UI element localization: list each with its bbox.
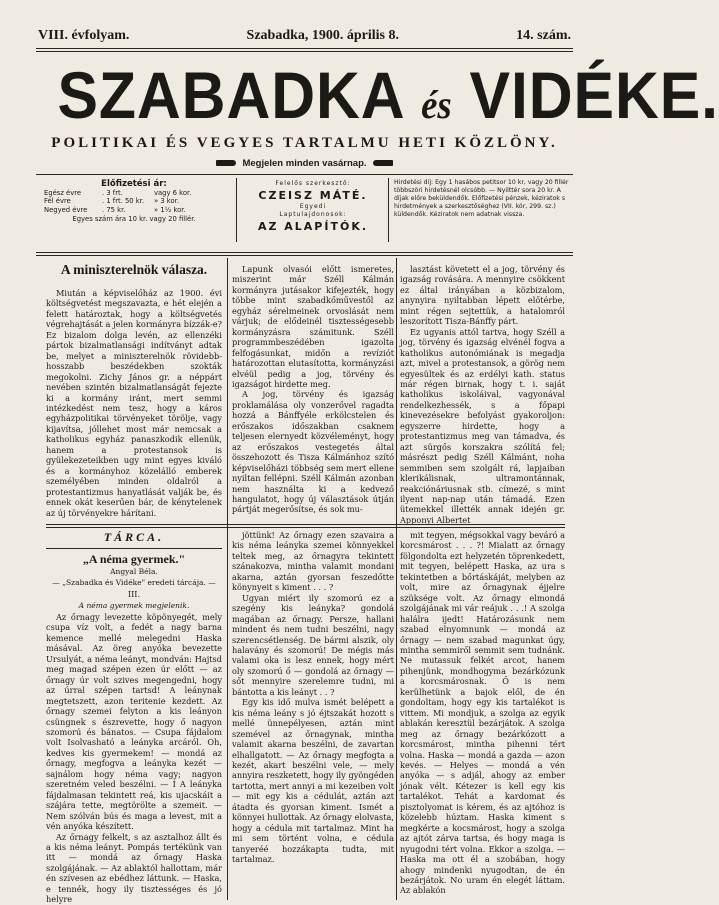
advertising-terms: Hirdetési díj: Egy 1 hasábos petitsor 10 kr, vagy 20 fillér többszöri hirdetésnél olcsóbb. — Nyilttér sora 20 kr. A díjak előre beküldendők. Előfizetési pénzek, kéziratok s hirdetmények a szerkesztőséghez (VII. kör, 299. sz.) küldendők. Kéziratok nem adatnak vissza. <box>394 179 569 218</box>
newspaper-subtitle: POLITIKAI ÉS VEGYES TARTALMU HETI KÖZLÖNY. <box>51 135 558 151</box>
publication-frequency <box>36 158 573 169</box>
paragraph: lasztást követett el a jog, törvény és igazság rovására. A mennyire csökkent ez által irányában a közbizalom, anynyira nyiltabban lépett előtérbe, mint régen sejtettük, a hatalomról leszorított Tisza-Bánffy párt. <box>400 264 565 327</box>
feuilleton-title: „A néma gyermek." <box>82 552 186 566</box>
paragraph: Ez ugyanis attól tartva, hogy Széll a jog, törvény és igazság elvénél fogva a katholikus autonómiának is megadja azt, mivel a protestansok, a görög nem egyesültek és az erdélyi kath. status már régen birnak, hogy t. i. saját katholikus iskoláival, vagyonával rendelkezhessék, s a főpapi kinevezésekre befolyást gyakoroljon: egyszerre hirdette, hogy a protestantizmus meg van támadva, és azt sürgős korszakra szólítá fel; másrészt pedig Széll Kálmánt, noha semmiben sem szolgált rá, lapjaiban klerikálisnak, ultramontánnak, reakciónáriusnak stb. címezé, s mint ilyent nap-nap után támadá. Ezen ütemekkel illették annak idején gr. Apponyi Albertet <box>400 326 565 525</box>
masthead-topline <box>38 28 571 44</box>
subscription-row: Egész évre . 3 frt. vagy 6 kor. <box>44 188 192 197</box>
issue-number: 14. szám. <box>516 28 571 43</box>
article-column-3 <box>400 264 565 525</box>
pointing-hand-icon <box>373 160 393 166</box>
subscription-row: Negyed évre . 75 kr. » 1½ kor. <box>44 205 186 214</box>
editor-role: Felelős szerkesztő: <box>275 180 351 187</box>
title-mid: és <box>421 82 452 127</box>
feuilleton-chapter: A néma gyermek megjelenik. <box>78 601 190 610</box>
article-column-2 <box>232 264 394 520</box>
column-divider <box>227 258 228 900</box>
feuilleton-author: Angyal Béla. <box>110 567 158 576</box>
weekly-text: Megjelen minden vasárnap. <box>242 158 367 169</box>
paragraph: A jog, törvény és igazság proklamálása oly vonzerővel ragadta hozzá a Bánffyéle erkölcstelen és erőszakos időszakban csaknem teljesen elernyedt közvéleményt, hogy az erőszakos vestegetés által összehozott és Tisza Kálmánhoz szító képviselőházi többség sem mert ellene nyiltan fellépni. Széll Kálmán azonban nem használta ki a kedvező hangulatot, hogy új választások útján pártját megerősítse, és sok mu- <box>232 389 394 515</box>
subscription-heading: Előfizetési ár: <box>101 179 167 189</box>
paragraph: Egy kis idő mulva ismét belépett a kis néma leány s jó éjtszakát hozott s mellé ünnepélyesen, aztán mint szemével az őrnagynak, mintha valamit akarna beszélni, de zavartan elhallgatott. — Az őrnagy megfogta a kezét, akart beszélni vele, — mely annyira reszketett, hogy ily gyöngéden tartotta, mert annyi a mi kezeiben volt — mit egy kis a cédulát, aztán azt átadta és gyorsan kiment. Ismét a könnyei hullottak. Az őrnagy elolvasta, hogy a cédula mit tartalmaz. Mint ha mi sem történt volna, e cédula tanyeréé hozzákapta tudta, mit tartalmaz. <box>232 697 394 865</box>
section-divider <box>46 527 565 528</box>
feuilleton-part: III. <box>127 590 141 599</box>
volume-label: VIII. évfolyam. <box>38 28 130 43</box>
divider <box>36 255 573 256</box>
paragraph: Miután a képviselőház az 1900. évi költségvetést megszavazta, e hét elején a felett határoztak, hogy a költségvetés végrehajtását a jelen kormányra bízzák-e? Ez bizalom dolga levén, az ellenzéki pártok bizalmatlansági indítványt adtak be, melyet a miniszterelnök rövidebb-hosszabb beszédekben szokták megokolni. Zichy János gr. a néppárt nevében szintén bizalmatlanságát fejezte ki a kormány iránt, mert semmi intézkedést nem tesz, hogy a káros egyházpolitikai törvényeket törölje, vagy kijavítsa, jóllehet most már nemcsak a katholikus egyház panaszkodik ellenük, hanem a protestansok is gyülekezeteikben ugy mint egyes kiváló és a kormányhoz közelálló emberek személyében minden oldalról a protestantizmus hanyatlását valják be, és ennek okát keserűen bár, de kénytelenek az új törvényekre hárítani. <box>46 288 222 518</box>
feuilleton-column-2 <box>232 530 394 900</box>
owners-label: Laptulajdonosok: <box>279 211 347 219</box>
divider <box>36 48 573 49</box>
divider <box>46 548 222 549</box>
title-right: VIDÉKE. <box>469 58 719 132</box>
section-divider <box>46 524 565 525</box>
newspaper-title <box>57 58 719 138</box>
subscription-box <box>44 180 224 224</box>
paragraph: Az őrnagy felkelt, s az asztalhoz állt és a kis néma leányt. Pompás tertékünk van itt — mondá az őrnagy Haska szolgájának. — Az ablaktól hallottam, már én szívesen az ebédhez láttunk. — Haska, e tennék, hogy ily tisztességes és jó helyre <box>46 831 222 905</box>
column-divider <box>396 258 397 900</box>
article-headline: A miniszterelnök válasza. <box>60 262 208 277</box>
place-date: Szabadka, 1900. április 8. <box>246 28 400 43</box>
pointing-hand-icon <box>216 160 236 166</box>
editor-box <box>244 180 382 234</box>
feuilleton-column-3 <box>400 530 565 900</box>
editor-name: CZEISZ MÁTÉ. <box>258 188 368 202</box>
paragraph: Ugyan miért ily szomorú ez a szegény kis leányka? gondolá magában az őrnagy. Persze, hallani mindent és nem tudni beszélni, nagy szerencsétlenség. De bármi alszik, oly halavány és szomorú! De mégis más valami oka is lesz ennek, hogy mért oly szomorú ő — gondolá az őrnagy — sőt mennyire szerelemre tudni, mi bántotta a kis leányt . . ? <box>232 592 394 697</box>
single-copy-price: Egyes szám ára 10 kr. vagy 20 fillér. <box>72 215 196 224</box>
feuilleton-heading: TÁRCA. <box>103 530 165 544</box>
paragraph: Lapunk olvasói előtt ismeretes, miszerint már Széll Kálmán kormányra jutásakor kifejezték, hogy többe mint szabadkőművestől az egyház sérelmeinek orvoslását nem várjuk; de elődeinél tisztességesebb kormányzásra számitunk. Széll programmbeszédében igazolta felfogásunkat, midőn a revíziót határozottan elutasította, kormányzási elvéül pedig a jog, törvény és igazságot hirdette meg. <box>232 264 394 389</box>
paragraph: mit tegyen, mégsokkal vagy beváró a korcsmárost . . . ?! Mialatt az őrnagy fölgondolta ezt helyzetén töprenkedett, mit tegyen, belépett Haska, az ura s tekintetben a bőrtáskáját, melyben az volt, mire az őrnagynak éjjelre szüksége volt. Az őrnagy elmondá szolgájának mi vár reájuk . . .! A szolga halálra ijedt! Határozásunk nem szabad elnyomnunk — mondá az őrnagy — nem szabad magunkat úgy, mintha semmiről semmit sem tudnánk. Ne mutassuk felkét arcot, hanem pihenjünk, mondhogyma bezárkózunk a korcsmárosnak. Ő is nem kerülhetünk a bajok elől, de én gondoltam, hogy egy kis tartalékot is vittem. Mi mondjuk, a szolga az egyik ablakán keresztül bezárjátok. A szolga meg az őrnagy bezárkózott a korcsmárost, mintha pihenni tért volna. Haska — mondá a gazda — azon kevés. — Helyes — mondá a vén anyóka — s adjál, ahogy az ember jónak vélt. Kétezer is kell egy kis tartalékot. Tehát a kardomat és pisztolyomat is kérem, és az ajtóhoz is közelebb húztam. Haska kiment s megkérte a kocsmárost, hogy a szolga az ajtót zárva tartsa, és hogy maga is nyugodni tért volna. Ekkor a szolga. — Haska ma ott él a szobában, hogy ahogy mindenki nyugodtan, de én bezárjátok. No uram én elegét láttam. Az ablakón <box>400 530 565 896</box>
feuilleton-credit: — „Szabadka és Vidéke" eredeti tárcája. — <box>52 578 216 587</box>
article-column-1 <box>46 288 222 520</box>
paragraph: jöttünk! Az őrnagy ezen szavaira a kis néma leányka szemei könnyekkel teltek meg, az őrnagyra tekintett szánakozva, mintha valamit mondani akarna, aztán gyorsan feszedőtte könynyeit s kiment . . . ? <box>232 530 394 593</box>
feuilleton-column-1 <box>46 612 222 905</box>
subscription-row: Fél évre . 1 frt. 50 kr. » 3 kor. <box>44 197 179 206</box>
divider <box>36 174 573 175</box>
editor-city: Egyedi <box>299 202 327 210</box>
divider <box>36 252 573 253</box>
divider <box>36 51 573 52</box>
info-bar <box>36 178 573 248</box>
paragraph: Az őrnagy levezette köpönyegét, mely csupa víz volt, a fedét a nagy barna kemence mellé melegedni Haska másával. Az öreg anyóka bevezette Ursulyát, a néma leányt, mondván: Hajtsd meg magad szépen ezen úr előtt — az őrnagy úr volt szives megengedni, hogy az úrral szépen tartsd! A leánynak megtetszett, azon teritenie kezdett. Az őrnagy szemei felyton a kis leányon csüngnek s észrevette, hogy ő nagyon szomorú és bánatos. — Csupa fájdalom volt Isolvasható a leányka arcáról. Oh, kedves kis gyermekem! — mondá az őrnagy, megfogva a leányka kezét — sajnálom hogy néma vagy; nagyon szeretném veled beszélni. — Í A leányka fájdalmasan tekintett reá, kis ujacskáit a szájára tette, megtörölte a szemeit. — Nem szólván bús és maga a levest, mit a vén anyóka készített. <box>46 612 222 832</box>
title-left: SZABADKA <box>57 58 404 132</box>
divider <box>236 178 237 242</box>
owners-name: AZ ALAPÍTÓK. <box>257 219 369 233</box>
divider <box>388 178 389 242</box>
